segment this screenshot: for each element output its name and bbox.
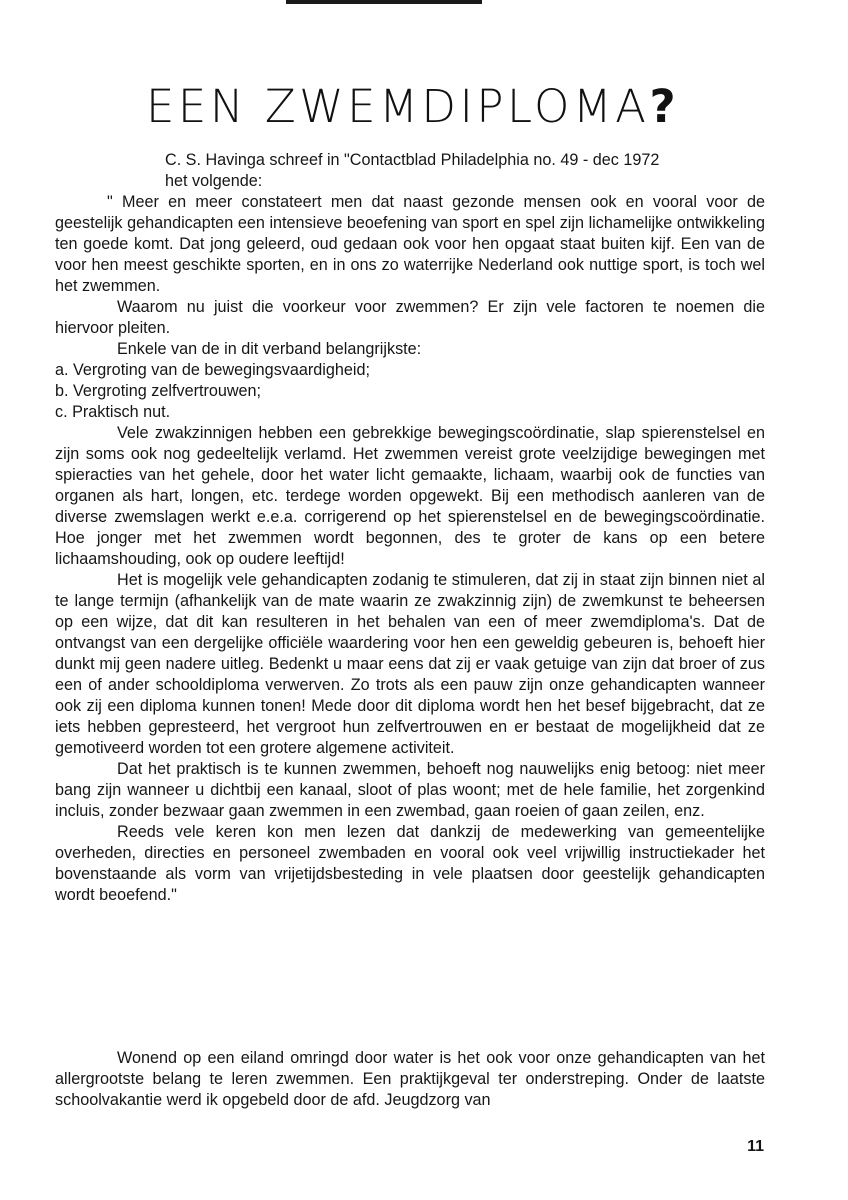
- paragraph: Enkele van de in dit verband belangrijkste:: [117, 340, 422, 358]
- list-item: b. Vergroting zelfvertrouwen;: [55, 382, 262, 400]
- paragraph: Wonend op een eiland omringd door water is het ook voor onze gehandicapten van het allergrootste belang te leren zwemmen. Een praktijkgeval ter onderstreping. Onder de laatste schoolvakantie werd ik opgebeld door de afd. Jeugdzorg van: [55, 1049, 765, 1109]
- page-title: [146, 82, 726, 132]
- paragraph: Waarom nu juist die voorkeur voor zwemmen? Er zijn vele factoren te noemen die hiervoor pleiten.: [55, 298, 765, 337]
- paragraph: Reeds vele keren kon men lezen dat dankzij de medewerking van gemeentelijke overheden, directies en personeel zwembaden en vooral ook veel vrijwillig instructiekader het bovenstaande als vorm van vrijetijdsbesteding in vele plaatsen door geestelijk gehandicapten wordt beoefend.": [55, 823, 765, 904]
- intro-line: C. S. Havinga schreef in "Contactblad Philadelphia no. 49 - dec 1972: [165, 151, 660, 169]
- title-question-mark: ?: [649, 80, 676, 133]
- intro-line: het volgende:: [165, 172, 263, 190]
- article-body: [55, 150, 765, 906]
- paragraph: Vele zwakzinnigen hebben een gebrekkige bewegingscoördinatie, slap spierenstelsel en zijn soms ook nog gedeeltelijk verlamd. Het zwemmen vereist grote veelzijdige bewegingen met spieracties van het gehele, door het water licht gemaakte, lichaam, waarbij ook de functies van organen als hart, longen, etc. terdege worden opgewekt. Bij een methodisch aanleren van de diverse zwemslagen werkt e.e.a. corrigerend op het spierenstelsel en de bewegingscoördinatie. Hoe jonger met het zwemmen wordt begonnen, des te groter de kans op een betere lichaamshouding, ook op oudere leeftijd!: [55, 424, 765, 568]
- paragraph: Het is mogelijk vele gehandicapten zodanig te stimuleren, dat zij in staat zijn binnen niet al te lange termijn (afhankelijk van de mate waarin ze zwakzinnig zijn) de zwemkunst te beheersen op een wijze, dat dit kan resulteren in het behalen van een of meer zwemdiploma's. Dat de ontvangst van een dergelijke officiële waardering voor hen een geweldig gebeuren is, behoeft hier dunkt mij geen nadere uitleg. Bedenkt u maar eens dat zij er vaak getuige van zijn dat broer of zus een of ander schooldiploma verwerven. Zo trots als een pauw zijn onze gehandicapten wanneer ook zij een diploma kunnen tonen! Mede door dit diploma wordt hen het besef bijgebracht, dat ze iets hebben gepresteerd, het vergroot hun zelfvertrouwen en er bestaat de mogelijkheid dat ze gemotiveerd worden tot een grotere algemene activiteit.: [55, 571, 765, 757]
- paragraph: " Meer en meer constateert men dat naast gezonde mensen ook en vooral voor de geestelijk gehandicapten een intensieve beoefening van sport en spel zijn lichamelijke ontwikkeling ten goede komt. Dat jong geleerd, oud gedaan ook voor hen opgaat staat buiten kijf. Een van de voor hen meest geschikte sporten, en in ons zo waterrijke Nederland ook nuttige sport, is toch wel het zwemmen.: [55, 193, 765, 295]
- list-item: c. Praktisch nut.: [55, 403, 171, 421]
- page-number: 11: [747, 1138, 764, 1155]
- title-text: EEN ZWEMDIPLOMA: [146, 80, 650, 133]
- top-rule: [286, 0, 482, 4]
- paragraph: Dat het praktisch is te kunnen zwemmen, behoeft nog nauwelijks enig betoog: niet meer bang zijn wanneer u dichtbij een kanaal, sloot of plas woont; met de hele familie, het zorgenkind incluis, zonder bezwaar gaan zwemmen in een zwembad, gaan roeien of gaan zeilen, enz.: [55, 760, 765, 820]
- article-continuation: [55, 1048, 765, 1111]
- list-item: a. Vergroting van de bewegingsvaardigheid;: [55, 361, 370, 379]
